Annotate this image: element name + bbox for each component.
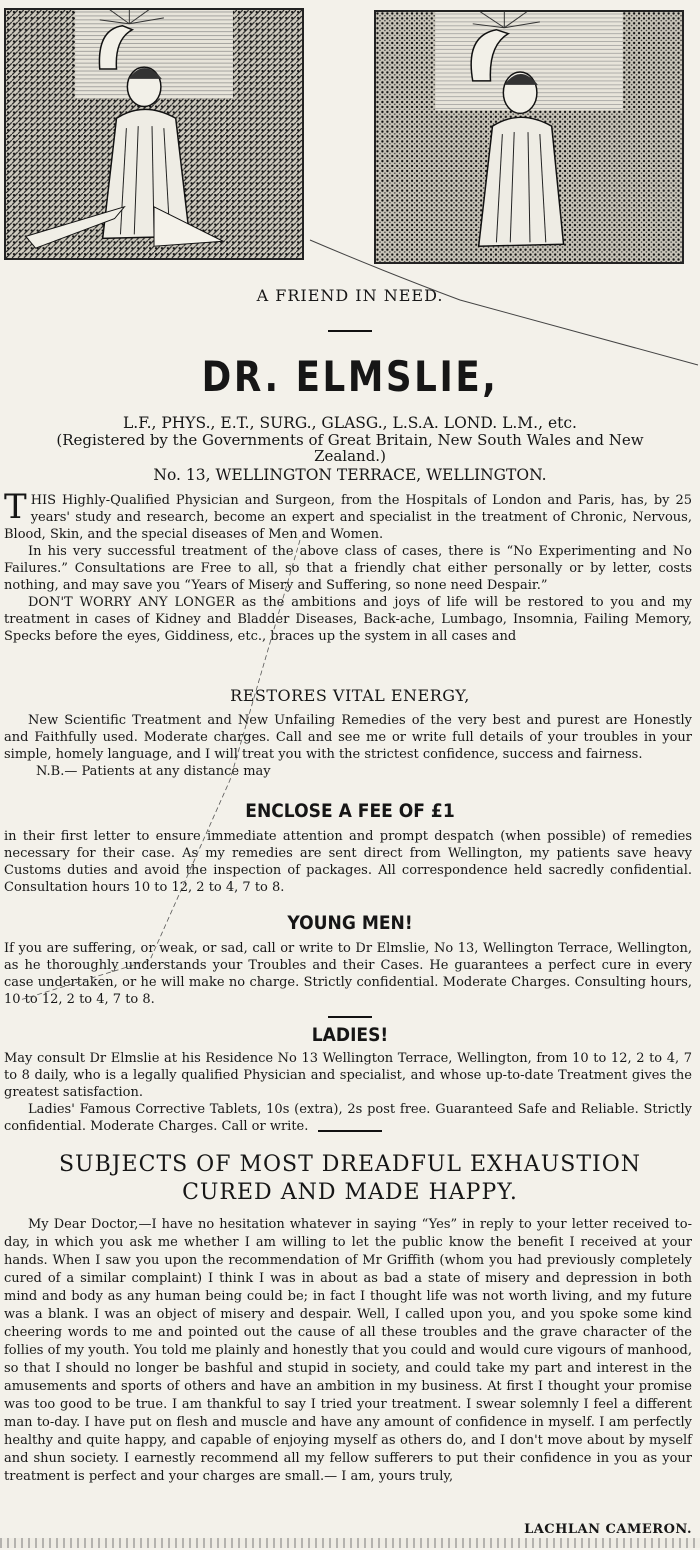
torn-edge xyxy=(0,1538,700,1548)
enclose-section xyxy=(4,828,692,896)
intro-paragraph-2: In his very successful treatment of the above class of cases, there is “No Experimenting and No Failures.” Consultations are Free to all, so that a friendly chat either personally or by letter, costs nothing, and may save you “Years of Misery and Suffering, so none need Despair.” xyxy=(4,544,692,593)
signature: LACHLAN CAMERON. xyxy=(524,1522,692,1537)
restores-heading: RESTORES VITAL ENERGY, xyxy=(230,686,470,705)
ladies-paragraph: May consult Dr Elmslie at his Residence No 13 Wellington Terrace, Wellington, from 10 to 12, 2 to 4, 7 to 8 daily, who is a legally qualified Physician and specialist, and whose up-to-date Treatment gives the greatest satisfaction. xyxy=(4,1051,692,1100)
enclose-fee-heading: ENCLOSE A FEE OF £1 xyxy=(245,800,455,822)
enclose-paragraph: in their first letter to ensure immediate attention and prompt despatch (when possible) of remedies necessary for their case. As my remedies are sent direct from Wellington, my patients save heavy Customs duties and avoid the inspection of packages. All correspondence held sacredly confidential. Consultation hours 10 to 12, 2 to 4, 7 to 8. xyxy=(4,829,692,895)
ladies-section xyxy=(4,1050,692,1135)
doctor-name: DR. ELMSLIE, xyxy=(201,352,499,401)
young-men-paragraph: If you are suffering, or weak, or sad, call or write to Dr Elmslie, No 13, Wellington Terrace, Wellington, as he thoroughly understands your Troubles and their Cases. He guarantees a perfect cure in every case undertaken, or he will make no charge. Strictly confidential. Moderate Charges. Consulting hours, 10 to 12, 2 to 4, 7 to 8. xyxy=(4,941,692,1007)
address: No. 13, WELLINGTON TERRACE, WELLINGTON. xyxy=(153,466,547,484)
testimonial-heading-2: CURED AND MADE HAPPY. xyxy=(182,1180,518,1205)
registration: (Registered by the Governments of Great Britain, New South Wales and New Zealand.) xyxy=(56,431,644,465)
testimonial-letter xyxy=(4,1216,692,1486)
testimonial-heading-1: SUBJECTS OF MOST DREADFUL EXHAUSTION xyxy=(58,1152,642,1177)
intro-paragraph: HIS Highly-Qualified Physician and Surgeon, from the Hospitals of London and Paris, has, by 25 years' study and research, become an expert and specialist in the treatment of Chronic, Nervous, Blood, Skin, and the special diseases of Men and Women. xyxy=(4,493,692,542)
nb-note: N.B.— Patients at any distance may xyxy=(36,764,271,779)
intro-section xyxy=(4,487,692,645)
ladies-heading: LADIES! xyxy=(311,1024,389,1046)
young-men-section xyxy=(4,940,692,1008)
ladies-paragraph-2: Ladies' Famous Corrective Tablets, 10s (extra), 2s post free. Guaranteed Safe and Reliable. Strictly confidential. Moderate Charges. Call or write. xyxy=(4,1102,692,1134)
divider xyxy=(328,330,372,332)
testimonial-paragraph: My Dear Doctor,—I have no hesitation whatever in saying “Yes” in reply to your letter received to-day, in which you ask me whether I am willing to let the public know the benefit I received at your hands. When I saw you upon the recommendation of Mr Griffith (whom you had previously completely cured of a similar complaint) I think I was in about as bad a state of misery and depression in both mind and body as any human being could be; in fact I thought life was not worth living, and my future was a blank. I was an object of misery and despair. Well, I called upon you, and you spoke some kind cheering words to me and pointed out the cause of all these troubles and the grave character of the follies of my youth. You told me plainly and honestly that you could and would cure vigours of manhood, so that I should no longer be bashful and stupid in society, and could take my part and interest in the amusements and sports of others and have an ambition in my business. At first I thought your promise was too good to be true. I am thankful to say I tried your treatment. I swear solemnly I feel a different man to-day. I have put on flesh and muscle and have any amount of confidence in myself. I am perfectly healthy and quite happy, and capable of enjoying myself as others do, and I don't move about by myself and shun society. I earnestly recommend all my fellow sufferers to put their confidence in you as your treatment is perfect and your charges are small.— I am, yours truly, xyxy=(4,1217,692,1484)
drop-cap: T xyxy=(4,487,27,527)
restores-paragraph: New Scientific Treatment and New Unfailing Remedies of the very best and purest are Honestly and Faithfully used. Moderate charges. Call and see me or write full details of your troubles in your simple, homely language, and I will treat you with the strictest confidence, success and fairness. xyxy=(4,713,692,762)
intro-paragraph-3: DON'T WORRY ANY LONGER as the ambitions and joys of life will be restored to you and my treatment in cases of Kidney and Bladder Diseases, Back-ache, Lumbago, Insomnia, Failing Memory, Specks before the eyes, Giddiness, etc., braces up the system in all cases and xyxy=(4,595,692,644)
young-men-heading: YOUNG MEN! xyxy=(287,912,413,934)
woodcut-illustration-left xyxy=(4,8,304,260)
woodcut-illustration-right xyxy=(374,10,684,264)
divider xyxy=(318,1130,382,1132)
divider xyxy=(328,1016,372,1018)
tagline: A FRIEND IN NEED. xyxy=(256,286,444,305)
restores-section xyxy=(4,712,692,780)
credentials: L.F., PHYS., E.T., SURG., GLASG., L.S.A. LOND. L.M., etc. xyxy=(123,414,577,432)
